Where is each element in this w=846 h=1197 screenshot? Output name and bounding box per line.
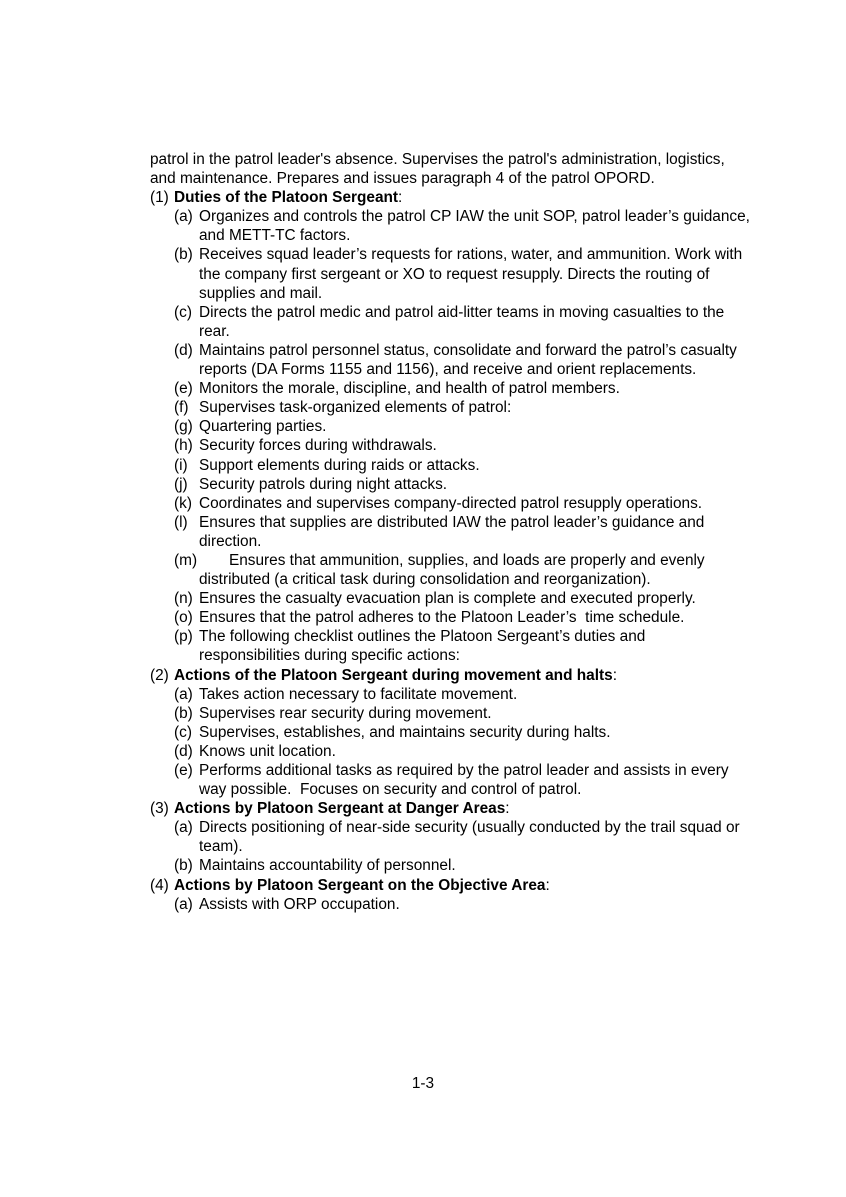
item-text: Receives squad leader’s requests for rations, water, and ammunition. Work with the company first sergeant or XO to request resupply. Directs the routing of supplies and mail. [199, 246, 747, 302]
list-item [150, 704, 750, 723]
list-item [150, 685, 750, 704]
section-heading: (3) Actions by Platoon Sergeant at Danger Areas: [150, 800, 510, 818]
sections-container [150, 188, 755, 914]
list-item [150, 551, 750, 589]
item-label: (a) [174, 895, 193, 913]
item-label: (a) [174, 819, 193, 837]
list-item [150, 379, 750, 398]
section-number: (4) [150, 876, 169, 894]
list-item [150, 513, 750, 551]
item-label: (h) [174, 437, 193, 455]
list-item [150, 456, 750, 475]
list-item [150, 742, 750, 761]
list-item [150, 436, 750, 455]
item-label: (k) [174, 494, 192, 512]
section-heading: (1) Duties of the Platoon Sergeant: [150, 189, 403, 207]
item-text: Ensures that ammunition, supplies, and loads are properly and evenly distributed (a critical task during consolidation and reorganization). [199, 551, 709, 589]
item-text: Maintains accountability of personnel. [199, 857, 456, 875]
list-item [150, 895, 750, 914]
item-label: (b) [174, 246, 193, 264]
item-label: (b) [174, 857, 193, 875]
item-label: (n) [174, 590, 193, 608]
list-item [150, 761, 750, 799]
list-item [150, 475, 750, 494]
item-label: (a) [174, 208, 193, 226]
item-text: Security forces during withdrawals. [199, 437, 437, 455]
item-text: Assists with ORP occupation. [199, 895, 400, 913]
section-heading: (4) Actions by Platoon Sergeant on the Objective Area: [150, 876, 550, 894]
intro-paragraph: patrol in the patrol leader's absence. Supervises the patrol's administration, logistics, and maintenance. Prepares and issues paragraph 4 of the patrol OPORD. [150, 151, 725, 188]
document-body [150, 150, 755, 914]
section-number: (3) [150, 800, 169, 818]
item-label: (e) [174, 762, 193, 779]
item-text: Supervises task-organized elements of patrol: [199, 399, 512, 417]
item-text: Organizes and controls the patrol CP IAW the unit SOP, patrol leader’s guidance, and METT-TC factors. [199, 208, 755, 245]
item-text: Directs the patrol medic and patrol aid-litter teams in moving casualties to the rear. [199, 303, 729, 340]
section-number: (2) [150, 666, 169, 684]
item-label: (a) [174, 685, 193, 703]
list-item [150, 723, 750, 742]
item-label: (d) [174, 742, 193, 760]
item-label: (c) [174, 303, 192, 321]
item-text: Ensures the casualty evacuation plan is complete and executed properly. [199, 590, 696, 608]
section-title: Actions by Platoon Sergeant on the Objective Area [174, 876, 546, 894]
list-item [150, 494, 750, 513]
section-title: Actions of the Platoon Sergeant during movement and halts [174, 666, 613, 684]
item-text: Takes action necessary to facilitate movement. [199, 685, 518, 703]
item-label: (p) [174, 628, 193, 646]
list-item [150, 608, 750, 627]
section-title: Actions by Platoon Sergeant at Danger Areas [174, 800, 506, 818]
section-number: (1) [150, 189, 169, 207]
item-label: (f) [174, 399, 189, 417]
item-text: Support elements during raids or attacks. [199, 456, 480, 474]
section-heading: (2) Actions of the Platoon Sergeant during movement and halts: [150, 666, 617, 684]
section-title: Duties of the Platoon Sergeant [174, 189, 399, 207]
item-text: Knows unit location. [199, 742, 336, 760]
item-text: Security patrols during night attacks. [199, 475, 448, 493]
item-label: (b) [174, 704, 193, 722]
item-text: Monitors the morale, discipline, and health of patrol members. [199, 380, 620, 398]
item-label: (j) [174, 475, 188, 493]
item-text: Performs additional tasks as required by the patrol leader and assists in every way possible. Focuses on security and control of patrol. [199, 762, 733, 799]
list-item [150, 856, 750, 875]
item-text: Supervises rear security during movement. [199, 704, 492, 722]
item-label: (e) [174, 380, 193, 398]
item-label: (g) [174, 418, 193, 436]
item-label: (l) [174, 513, 188, 531]
list-item [150, 417, 750, 436]
item-text: Maintains patrol personnel status, consolidate and forward the patrol’s casualty reports (DA Forms 1155 and 1156), and receive and orient replacements. [199, 341, 742, 379]
list-item [150, 818, 750, 856]
list-item [150, 398, 750, 417]
list-item [150, 341, 750, 379]
list-item [150, 245, 750, 302]
item-text: Quartering parties. [199, 418, 327, 436]
list-item [150, 303, 750, 341]
item-text: Ensures that the patrol adheres to the Platoon Leader’s time schedule. [199, 609, 685, 627]
item-text: The following checklist outlines the Platoon Sergeant’s duties and responsibilities during specific actions: [199, 628, 650, 665]
item-label: (d) [174, 341, 193, 359]
item-label: (m) [174, 551, 198, 569]
item-label: (o) [174, 609, 193, 627]
list-item [150, 207, 755, 245]
list-item [150, 589, 750, 608]
item-text: Supervises, establishes, and maintains security during halts. [199, 723, 611, 741]
list-item [150, 627, 750, 665]
item-text: Ensures that supplies are distributed IAW the patrol leader’s guidance and direction. [199, 513, 709, 550]
item-text: Coordinates and supervises company-directed patrol resupply operations. [199, 494, 703, 512]
page-number: 1-3 [411, 1075, 435, 1092]
item-text: Directs positioning of near-side security (usually conducted by the trail squad or team). [199, 819, 744, 856]
item-label: (c) [174, 723, 192, 741]
item-label: (i) [174, 456, 188, 474]
